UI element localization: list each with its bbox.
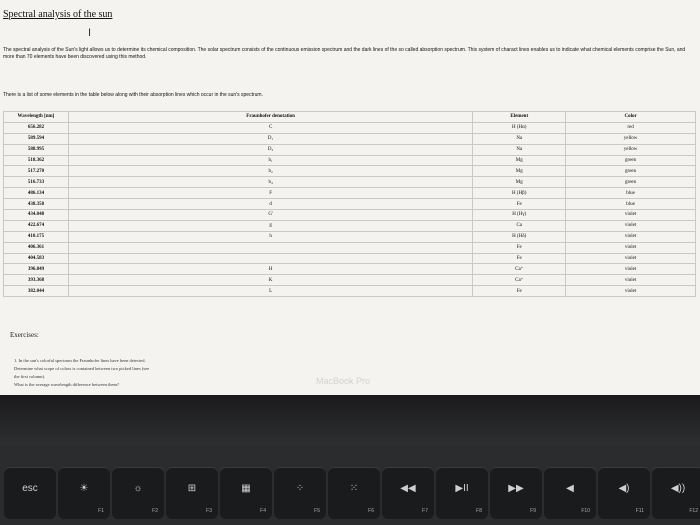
table-intro: There is a list of some elements in the table below along with their absorption lines which occur in the sun's spectrum.: [3, 92, 263, 98]
cell-fraunhofer: F: [68, 188, 472, 199]
table-row: [4, 253, 696, 264]
cell-element: H (Hα): [473, 122, 566, 133]
cell-element: Ca: [473, 220, 566, 231]
cell-color: green: [566, 166, 696, 177]
cell-element: Fe: [473, 286, 566, 297]
keyboard-key[interactable]: [490, 467, 542, 519]
cell-element: Na: [473, 144, 566, 155]
cell-element: Ca⁺: [473, 275, 566, 286]
key-glyph: ☀: [79, 483, 89, 494]
table-row: [4, 199, 696, 210]
cell-element: Mg: [473, 155, 566, 166]
cell-element: Fe: [473, 253, 566, 264]
key-fn-label: F5: [314, 508, 320, 514]
cell-wavelength: 396.849: [4, 264, 69, 275]
key-fn-label: F10: [581, 508, 590, 514]
key-glyph: esc: [22, 483, 38, 494]
table-row: [4, 122, 696, 133]
table-row: [4, 166, 696, 177]
cell-color: blue: [566, 199, 696, 210]
key-glyph: ▦: [241, 483, 251, 494]
cell-color: violet: [566, 242, 696, 253]
table-row: [4, 133, 696, 144]
cell-element: H (Hγ): [473, 210, 566, 221]
cell-color: green: [566, 177, 696, 188]
cell-element: Fe: [473, 199, 566, 210]
key-fn-label: F2: [152, 508, 158, 514]
cell-wavelength: 393.368: [4, 275, 69, 286]
cell-wavelength: 406.361: [4, 242, 69, 253]
header-wavelength: Wavelength [nm]: [4, 112, 69, 123]
cell-wavelength: 588.995: [4, 144, 69, 155]
table-row: [4, 264, 696, 275]
exercises-heading: Exercises:: [10, 331, 39, 339]
cell-wavelength: 518.362: [4, 155, 69, 166]
cell-fraunhofer: g: [68, 220, 472, 231]
brand-label: MacBook Pro: [316, 376, 371, 386]
key-fn-label: F3: [206, 508, 212, 514]
function-key-row: [0, 455, 700, 525]
cell-fraunhofer: H: [68, 264, 472, 275]
keyboard-key[interactable]: [652, 467, 700, 519]
key-glyph: ▶▶: [508, 483, 524, 494]
cell-fraunhofer: D₂: [68, 144, 472, 155]
table-row: [4, 144, 696, 155]
exercise-line: 1. In the sun's colorful spectrum the Fraunhofer lines have been detected.: [14, 358, 146, 363]
cell-fraunhofer: G': [68, 210, 472, 221]
cell-wavelength: 438.350: [4, 199, 69, 210]
table-row: [4, 155, 696, 166]
table-row: [4, 220, 696, 231]
header-element: Element: [473, 112, 566, 123]
table-header-row: [4, 112, 696, 123]
cell-element: H (Hβ): [473, 188, 566, 199]
keyboard-key[interactable]: [436, 467, 488, 519]
cell-element: Ca⁺: [473, 264, 566, 275]
key-glyph: ▶II: [455, 483, 469, 494]
key-fn-label: F4: [260, 508, 266, 514]
key-glyph: ⁙: [349, 483, 359, 494]
exercise-line: the first column).: [14, 374, 46, 379]
cell-fraunhofer: [68, 253, 472, 264]
cell-color: green: [566, 155, 696, 166]
header-fraunhofer: Fraunhofer denotation: [68, 112, 472, 123]
cell-wavelength: 486.134: [4, 188, 69, 199]
elements-table: [3, 111, 696, 297]
key-fn-label: F6: [368, 508, 374, 514]
cell-wavelength: 404.583: [4, 253, 69, 264]
cell-fraunhofer: b₄: [68, 177, 472, 188]
keyboard-key[interactable]: [274, 467, 326, 519]
cell-color: violet: [566, 220, 696, 231]
header-color: Color: [566, 112, 696, 123]
text-cursor: I: [88, 27, 92, 39]
cell-fraunhofer: C: [68, 122, 472, 133]
cell-fraunhofer: b₁: [68, 155, 472, 166]
cell-element: Mg: [473, 166, 566, 177]
cell-fraunhofer: L: [68, 286, 472, 297]
document-title: Spectral analysis of the sun: [3, 9, 113, 20]
cell-fraunhofer: D₁: [68, 133, 472, 144]
cell-wavelength: 516.733: [4, 177, 69, 188]
cell-color: blue: [566, 188, 696, 199]
keyboard-key[interactable]: [58, 467, 110, 519]
cell-wavelength: 434.048: [4, 210, 69, 221]
cell-color: violet: [566, 253, 696, 264]
key-fn-label: F12: [689, 508, 698, 514]
key-glyph: ⊞: [187, 483, 197, 494]
cell-wavelength: 517.270: [4, 166, 69, 177]
cell-element: Mg: [473, 177, 566, 188]
key-glyph: ◀)): [670, 483, 686, 494]
key-fn-label: F7: [422, 508, 428, 514]
keyboard-key[interactable]: [166, 467, 218, 519]
keyboard-key[interactable]: [112, 467, 164, 519]
cell-color: red: [566, 122, 696, 133]
cell-color: yellow: [566, 144, 696, 155]
keyboard-key[interactable]: [382, 467, 434, 519]
exercise-line: Determine what scope of colors is contained between two picked lines (see: [14, 366, 150, 371]
table-row: [4, 177, 696, 188]
table-row: [4, 231, 696, 242]
cell-wavelength: 589.594: [4, 133, 69, 144]
cell-wavelength: 656.282: [4, 122, 69, 133]
cell-wavelength: 422.674: [4, 220, 69, 231]
keyboard-key[interactable]: [598, 467, 650, 519]
key-fn-label: F11: [635, 508, 644, 514]
cell-fraunhofer: h: [68, 231, 472, 242]
laptop-bezel: [0, 395, 700, 445]
cell-wavelength: 382.044: [4, 286, 69, 297]
table-row: [4, 210, 696, 221]
cell-color: violet: [566, 275, 696, 286]
key-glyph: ☼: [133, 483, 143, 494]
key-fn-label: F8: [476, 508, 482, 514]
keyboard-key[interactable]: [4, 467, 56, 519]
cell-wavelength: 410.175: [4, 231, 69, 242]
cell-element: Na: [473, 133, 566, 144]
table-row: [4, 286, 696, 297]
table-row: [4, 242, 696, 253]
cell-element: Fe: [473, 242, 566, 253]
table-row: [4, 275, 696, 286]
cell-fraunhofer: b₂: [68, 166, 472, 177]
key-glyph: ◀): [618, 483, 630, 494]
exercise-line: What is the average wavelength difference between them?: [14, 382, 119, 387]
cell-color: violet: [566, 286, 696, 297]
cell-fraunhofer: d: [68, 199, 472, 210]
key-fn-label: F1: [98, 508, 104, 514]
key-glyph: ◀◀: [400, 483, 416, 494]
key-fn-label: F9: [530, 508, 536, 514]
intro-paragraph: The spectral analysis of the Sun's light allows us to determine its chemical composition. The solar spectrum consists of the continuous emission spectrum and the dark lines of the so called absorption spectrum. This system of charact lines enables us to indicate what chemical elements comprise the Sun, and more than 70 elements have been discovered using this method.: [3, 47, 686, 60]
keyboard-key[interactable]: [328, 467, 380, 519]
keyboard-key[interactable]: [544, 467, 596, 519]
cell-fraunhofer: K: [68, 275, 472, 286]
cell-color: violet: [566, 210, 696, 221]
key-glyph: ◀: [566, 483, 574, 494]
cell-color: violet: [566, 264, 696, 275]
cell-color: yellow: [566, 133, 696, 144]
keyboard-key[interactable]: [220, 467, 272, 519]
cell-fraunhofer: [68, 242, 472, 253]
cell-color: violet: [566, 231, 696, 242]
cell-element: H (Hδ): [473, 231, 566, 242]
table-row: [4, 188, 696, 199]
key-glyph: ⁘: [295, 483, 305, 494]
